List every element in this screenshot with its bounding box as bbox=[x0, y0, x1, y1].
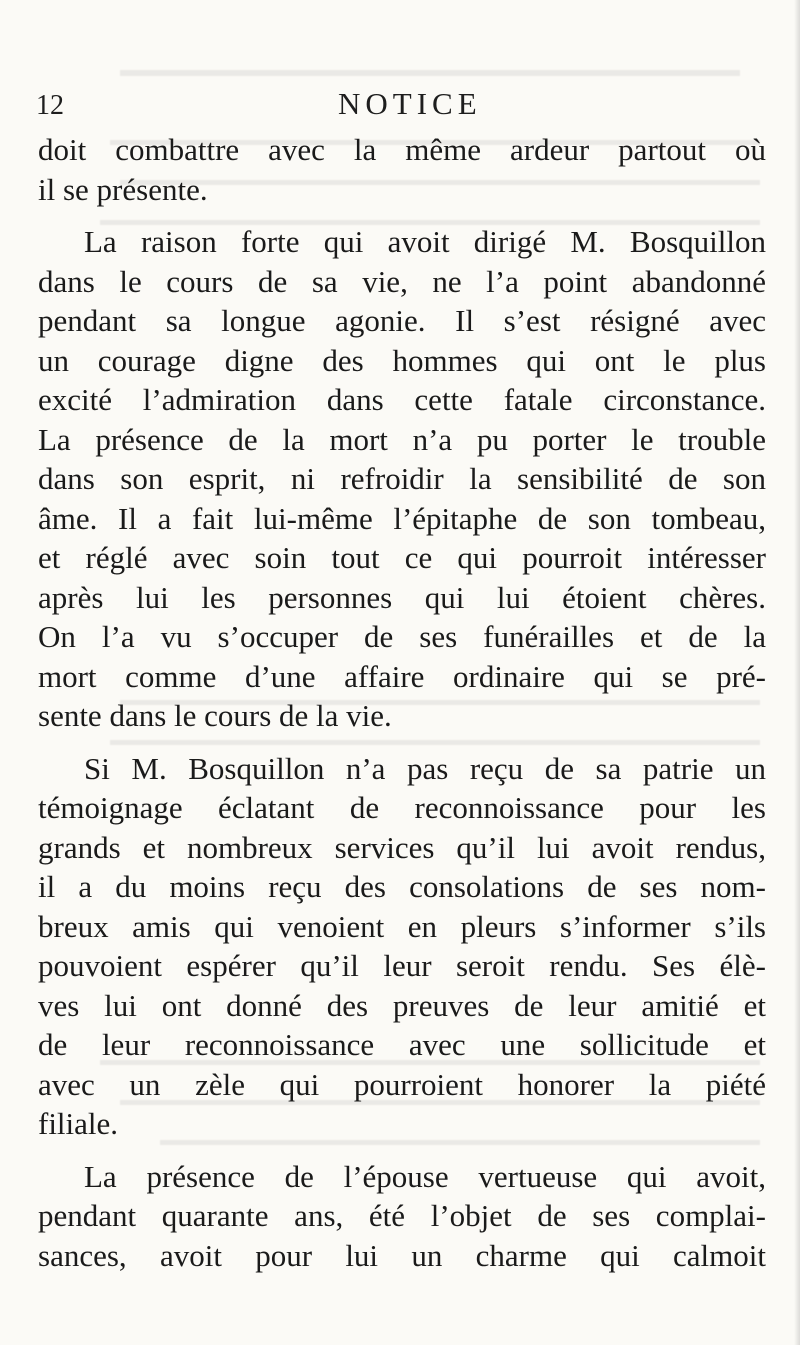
text-line: Si M. Bosquillon n’a pas reçu de sa patrie un bbox=[84, 750, 766, 786]
text-line: dans le cours de sa vie, ne l’a point abandonné bbox=[38, 263, 766, 299]
text-line: ves lui ont donné des preuves de leur amitié et bbox=[38, 987, 766, 1023]
text-line: La présence de l’épouse vertueuse qui avoit, bbox=[84, 1158, 766, 1194]
body-text bbox=[38, 130, 766, 1275]
text-line: La présence de la mort n’a pu porter le trouble bbox=[38, 421, 766, 457]
text-line: excité l’admiration dans cette fatale circonstance. bbox=[38, 382, 766, 417]
text-line: breux amis qui venoient en pleurs s’informer s’ils bbox=[38, 908, 766, 944]
page-edge-shadow bbox=[794, 0, 800, 1345]
text-line: témoignage éclatant de reconnoissance pour les bbox=[38, 790, 766, 825]
text-line: doit combattre avec la même ardeur partout où bbox=[38, 132, 766, 167]
text-line: il se présente. bbox=[38, 171, 208, 207]
text-line: filiale. bbox=[38, 1106, 119, 1141]
paragraph-2 bbox=[38, 222, 766, 736]
text-line: âme. Il a fait lui-même l’épitaphe de son tombeau, bbox=[38, 500, 766, 536]
running-header bbox=[36, 86, 766, 126]
text-line: il a du moins reçu des consolations de ses nom- bbox=[38, 869, 766, 904]
text-line: avec un zèle qui pourroient honorer la piété bbox=[38, 1066, 766, 1102]
paragraph-3 bbox=[38, 749, 766, 1144]
text-line: On l’a vu s’occuper de ses funérailles et de la bbox=[38, 619, 766, 654]
paragraph-1 bbox=[38, 130, 766, 209]
text-line: sances, avoit pour lui un charme qui calmoit bbox=[38, 1237, 766, 1273]
text-line: mort comme d’une affaire ordinaire qui se pré- bbox=[38, 658, 766, 694]
text-line: grands et nombreux services qu’il lui avoit rendus, bbox=[38, 829, 766, 865]
text-line: dans son esprit, ni refroidir la sensibilité de son bbox=[38, 461, 766, 496]
text-line: pendant quarante ans, été l’objet de ses complai- bbox=[38, 1198, 766, 1233]
text-line: pouvoient espérer qu’il leur seroit rendu. Ses élè- bbox=[38, 948, 766, 983]
text-line: sente dans le cours de la vie. bbox=[38, 698, 392, 733]
text-line: de leur reconnoissance avec une sollicitude et bbox=[38, 1027, 766, 1062]
text-line: après lui les personnes qui lui étoient chères. bbox=[38, 579, 766, 615]
text-line: La raison forte qui avoit dirigé M. Bosquillon bbox=[84, 224, 766, 259]
text-line: et réglé avec soin tout ce qui pourroit intéresser bbox=[38, 540, 766, 575]
running-title: NOTICE bbox=[338, 86, 482, 121]
page-number: 12 bbox=[36, 90, 64, 121]
text-line: un courage digne des hommes qui ont le plus bbox=[38, 342, 766, 378]
paragraph-4 bbox=[38, 1157, 766, 1276]
text-line: pendant sa longue agonie. Il s’est résigné avec bbox=[38, 303, 766, 338]
